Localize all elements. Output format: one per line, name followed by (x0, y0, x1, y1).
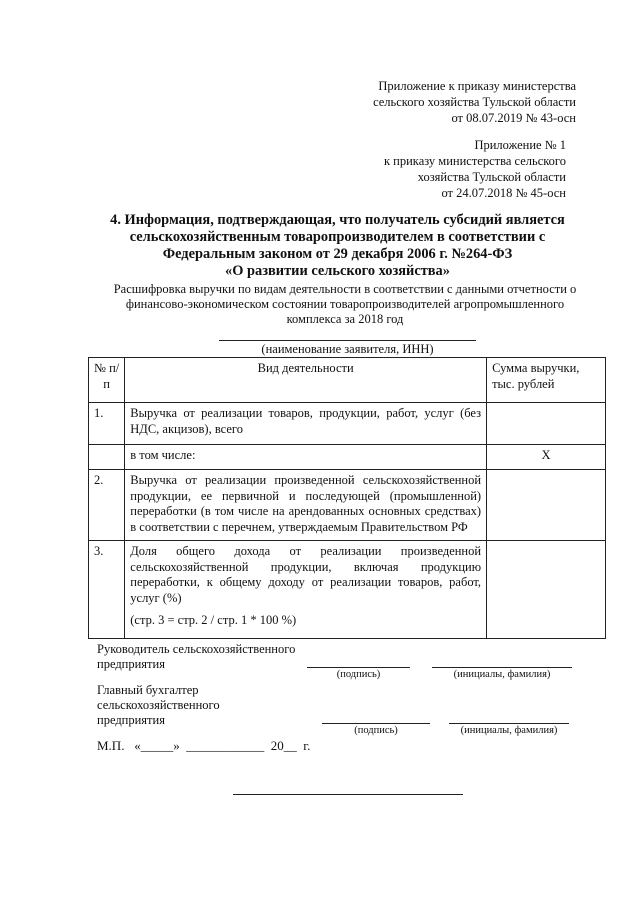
table-row (89, 541, 606, 639)
row-activity-cell (125, 541, 487, 639)
title-line: 4. Информация, подтверждающая, что получатель субсидий является (110, 212, 565, 228)
row-sum-input[interactable] (487, 541, 606, 639)
title-line: сельскохозяйственным товаропроизводителем в соответствии с (129, 229, 546, 245)
appendix-header-original (320, 137, 566, 201)
header-line: от 08.07.2019 № 43-осн (451, 111, 576, 125)
applicant-caption: (наименование заявителя, ИНН) (261, 342, 434, 356)
head-label-line: предприятия (97, 657, 165, 671)
table-row (89, 403, 606, 445)
row-activity: в том числе: (125, 445, 487, 470)
head-initials-caption: (инициалы, фамилия) (453, 669, 551, 680)
head-label (97, 642, 327, 672)
title-line: Федеральным законом от 29 декабря 2006 г. №264-ФЗ (162, 246, 513, 262)
applicant-name-field[interactable] (219, 340, 476, 341)
accountant-signature-caption: (подпись) (354, 725, 398, 736)
accountant-label-line: Главный бухгалтер (97, 683, 199, 697)
row-num (89, 445, 125, 470)
header-line: Приложение № 1 (474, 138, 566, 152)
row-sum-input[interactable] (487, 403, 606, 445)
accountant-signature-field[interactable] (322, 723, 430, 724)
header-line: хозяйства Тульской области (417, 170, 566, 184)
document-title (90, 212, 585, 280)
header-line: Приложение к приказу министерства (378, 79, 576, 93)
header-activity: Вид деятельности (125, 358, 487, 403)
accountant-label (97, 683, 327, 728)
table-header-row (89, 358, 606, 403)
footer-divider (233, 794, 463, 795)
row-sum-input[interactable] (487, 470, 606, 541)
header-num: № п/п (89, 358, 125, 403)
appendix-header-current (320, 78, 576, 126)
accountant-initials-field[interactable] (449, 723, 569, 724)
revenue-table (88, 357, 606, 639)
row-activity: Выручка от реализации произведенной сельскохозяйственной продукции, ее первичной и последующей (промышленной) переработки (в том числе на арендованных основных средствах) в соответствии с перечнем, утверждаемым Правительством РФ (125, 470, 487, 541)
row-sum-x: X (487, 445, 606, 470)
head-signature-caption: (подпись) (336, 669, 381, 680)
subtitle-line: финансово-экономическом состоянии товаропроизводителей агропромышленного (125, 297, 565, 311)
title-line: «О развитии сельского хозяйства» (225, 263, 450, 279)
header-line: от 24.07.2018 № 45-осн (441, 186, 566, 200)
subtitle-line: комплекса за 2018 год (286, 312, 404, 326)
accountant-label-line: предприятия (97, 713, 165, 727)
row-activity: Выручка от реализации товаров, продукции, работ, услуг (без НДС, акцизов), всего (125, 403, 487, 445)
head-initials-field[interactable] (432, 667, 572, 668)
document-subtitle (95, 282, 595, 327)
row-num: 3. (89, 541, 125, 639)
header-line: сельского хозяйства Тульской области (373, 95, 576, 109)
stamp-date-line: М.П. «_____» ____________ 20__ г. (97, 738, 311, 753)
subtitle-line: Расшифровка выручки по видам деятельности в соответствии с данными отчетности о (113, 282, 577, 296)
head-label-line: Руководитель сельскохозяйственного (97, 642, 296, 656)
table-row (89, 445, 606, 470)
row-num: 1. (89, 403, 125, 445)
row-formula: (стр. 3 = стр. 2 / стр. 1 * 100 %) (130, 613, 297, 627)
row-num: 2. (89, 470, 125, 541)
header-sum: Сумма выручки, тыс. рублей (487, 358, 606, 403)
row-activity: Доля общего дохода от реализации произведенной сельскохозяйственной продукции, включая продукцию переработки, к общему доходу от реализации товаров, работ, услуг (%) (130, 544, 482, 605)
head-signature-field[interactable] (307, 667, 410, 668)
accountant-label-line: сельскохозяйственного (97, 698, 220, 712)
accountant-initials-caption: (инициалы, фамилия) (460, 725, 558, 736)
table-row (89, 470, 606, 541)
header-line: к приказу министерства сельского (383, 154, 566, 168)
